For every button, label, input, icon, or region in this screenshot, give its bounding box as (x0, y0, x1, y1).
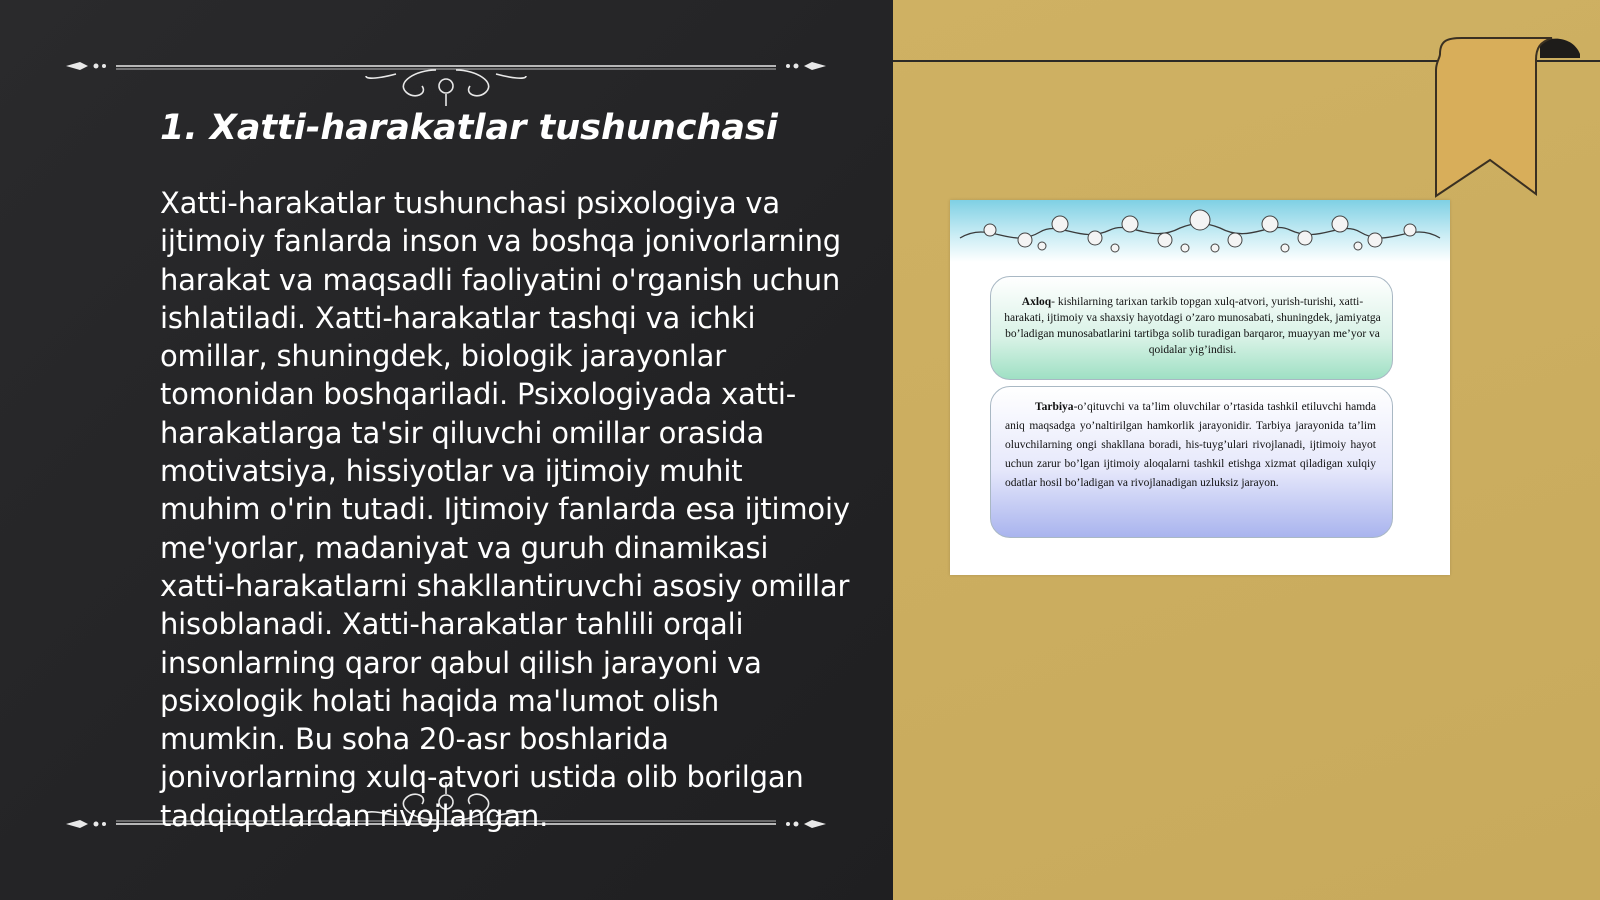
top-ornament-divider (66, 56, 826, 106)
bookmark-ribbon-icon (1432, 34, 1582, 204)
slide-title: 1. Xatti-harakatlar tushunchasi (160, 108, 778, 148)
term-tarbiya: Tarbiya (1035, 401, 1074, 413)
term-axloq: Axloq (1021, 296, 1052, 308)
definition-tarbiya-text: -o’qituvchi va ta’lim oluvchilar o’rtasida tashkil etiluvchi hamda aniq maqsadga yo’naltirilgan hamkorlik jarayonidir. Tarbiya jarayonida ta’lim oluvchilarning ongi shakllana boradi, his-tuyg’ulari rivojlanadi, ijtimoiy hayot uchun zarur bo’lgan ijtimoiy aloqalarni tashkil etishga xizmat qiladigan xulqiy odatlar hosil bo’ladigan va rivojlanadigan uzluksiz jarayon. (1005, 401, 1376, 489)
figure-banner (950, 200, 1450, 262)
definition-axloq (990, 276, 1393, 380)
definition-axloq-text: - kishilarning tarixan tarkib topgan xulq-atvori, yurish-turishi, xatti-harakati, ijtimoiy va shaxsiy hayotdagi o’zaro munosabati, shuningdek, jamiyatga bo’ladigan munosabatlarini tartibga solib turadigan barqaror, muayyan me’yor va qoidalar yig’indisi. (1004, 296, 1381, 356)
definition-tarbiya (990, 386, 1393, 538)
floral-ornament-icon (950, 200, 1450, 262)
slide-body-text: Xatti-harakatlar tushunchasi psixologiya va ijtimoiy fanlarda inson va boshqa jonivorlarning harakat va maqsadli faoliyatini o'rganish uchun ishlatiladi. Xatti-harakatlar tashqi va ichki omillar, shuningdek, biologik jarayonlar tomonidan boshqariladi. Psixologiyada xatti-harakatlarga ta'sir qiluvchi omillar orasida motivatsiya, hissiyotlar va ijtimoiy muhit muhim o'rin tutadi. Ijtimoiy fanlarda esa ijtimoiy me'yorlar, madaniyat va guruh dinamikasi xatti-harakatlarni shakllantiruvchi asosiy omillar hisoblanadi. Xatti-harakatlar tahlili orqali insonlarning qaror qabul qilish jarayoni va psixologik holati haqida ma'lumot olish mumkin. Bu soha 20-asr boshlarida jonivorlarning xulq-atvori ustida olib borilgan tadqiqotlardan rivojlangan. (160, 186, 850, 833)
definition-figure (950, 200, 1450, 575)
